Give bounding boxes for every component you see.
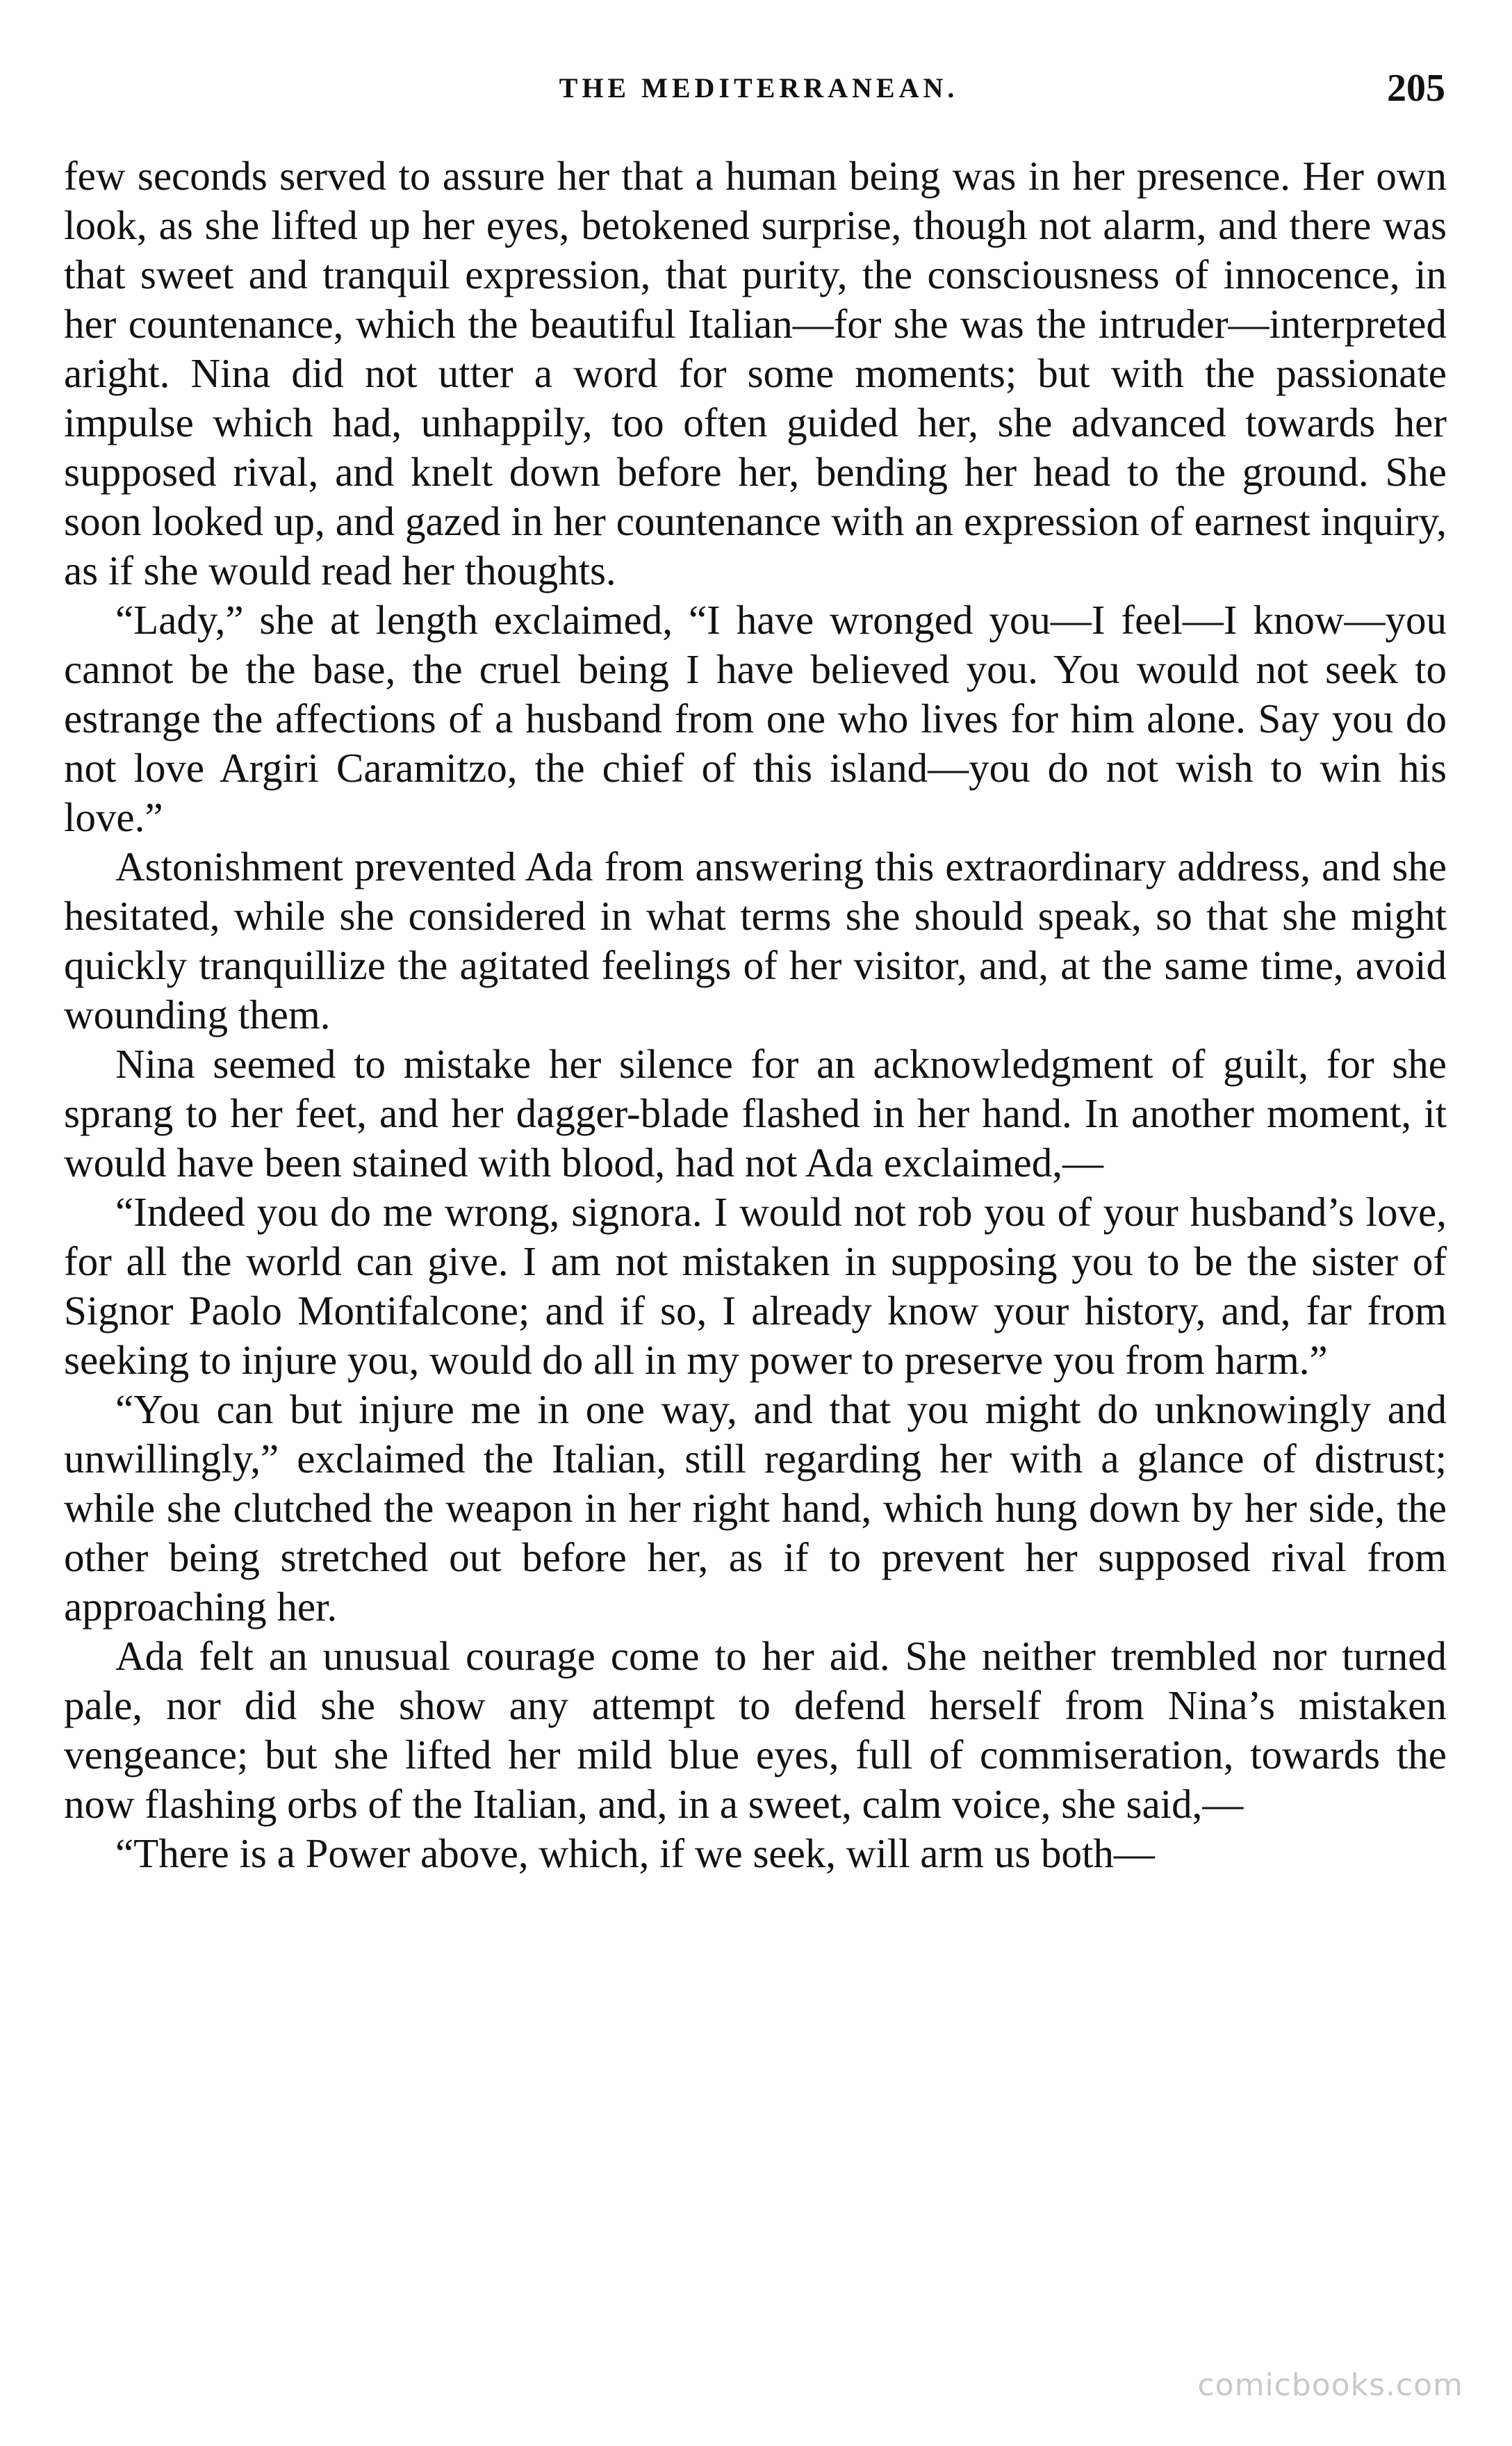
paragraph: Nina seemed to mistake her silence for an acknowledgment of guilt, for she sprang to her feet, and her dagger-blade flashed in her hand. In another moment, it would have been stained with blood, had not Ada exclaimed,—	[64, 1041, 1447, 1185]
running-head: THE MEDITERRANEAN.	[559, 72, 959, 104]
paragraph: few seconds served to assure her that a human being was in her presence. Her own look, as she lifted up her eyes, betokened surprise, though not alarm, and there was that sweet and tranquil expression, that purity, the consciousness of innocence, in her countenance, which the beautiful Italian—for she was the intruder—interpreted aright. Nina did not utter a word for some moments; but with the passionate impulse which had, unhappily, too often guided her, she advanced towards her supposed rival, and knelt down before her, bending her head to the ground. She soon looked up, and gazed in her countenance with an expression of earnest inquiry, as if she would read her thoughts.	[64, 153, 1447, 593]
paragraph: “Lady,” she at length exclaimed, “I have wronged you—I feel—I know—you cannot be the base, the cruel being I have believed you. You would not seek to estrange the affections of a husband from one who lives for him alone. Say you do not love Argiri Caramitzo, the chief of this island—you do not wish to win his love.”	[64, 597, 1447, 840]
page-header	[64, 66, 1454, 122]
paragraph: Ada felt an unusual courage come to her aid. She neither trembled nor turned pale, nor did she show any attempt to defend herself from Nina’s mistaken vengeance; but she lifted her mild blue eyes, full of commiseration, towards the now flashing orbs of the Italian, and, in a sweet, calm voice, she said,—	[64, 1633, 1447, 1827]
watermark: comicbooks.com	[1197, 2367, 1463, 2403]
body-text	[64, 151, 1447, 1878]
page-number: 205	[1387, 67, 1445, 110]
paragraph: “There is a Power above, which, if we seek, will arm us both—	[115, 1830, 1155, 1876]
paragraph: “Indeed you do me wrong, signora. I would not rob you of your husband’s love, for all the world can give. I am not mistaken in supposing you to be the sister of Signor Paolo Montifalcone; and if so, I already know your history, and, far from seeking to injure you, would do all in my power to preserve you from harm.”	[64, 1189, 1447, 1383]
paragraph: Astonishment prevented Ada from answering this extraordinary address, and she hesitated, while she considered in what terms she should speak, so that she might quickly tranquillize the agitated feelings of her visitor, and, at the same time, avoid wounding them.	[64, 844, 1447, 1037]
paragraph: “You can but injure me in one way, and that you might do unknowingly and unwillingly,” exclaimed the Italian, still regarding her with a glance of distrust; while she clutched the weapon in her right hand, which hung down by her side, the other being stretched out before her, as if to prevent her supposed rival from approaching her.	[64, 1386, 1447, 1630]
